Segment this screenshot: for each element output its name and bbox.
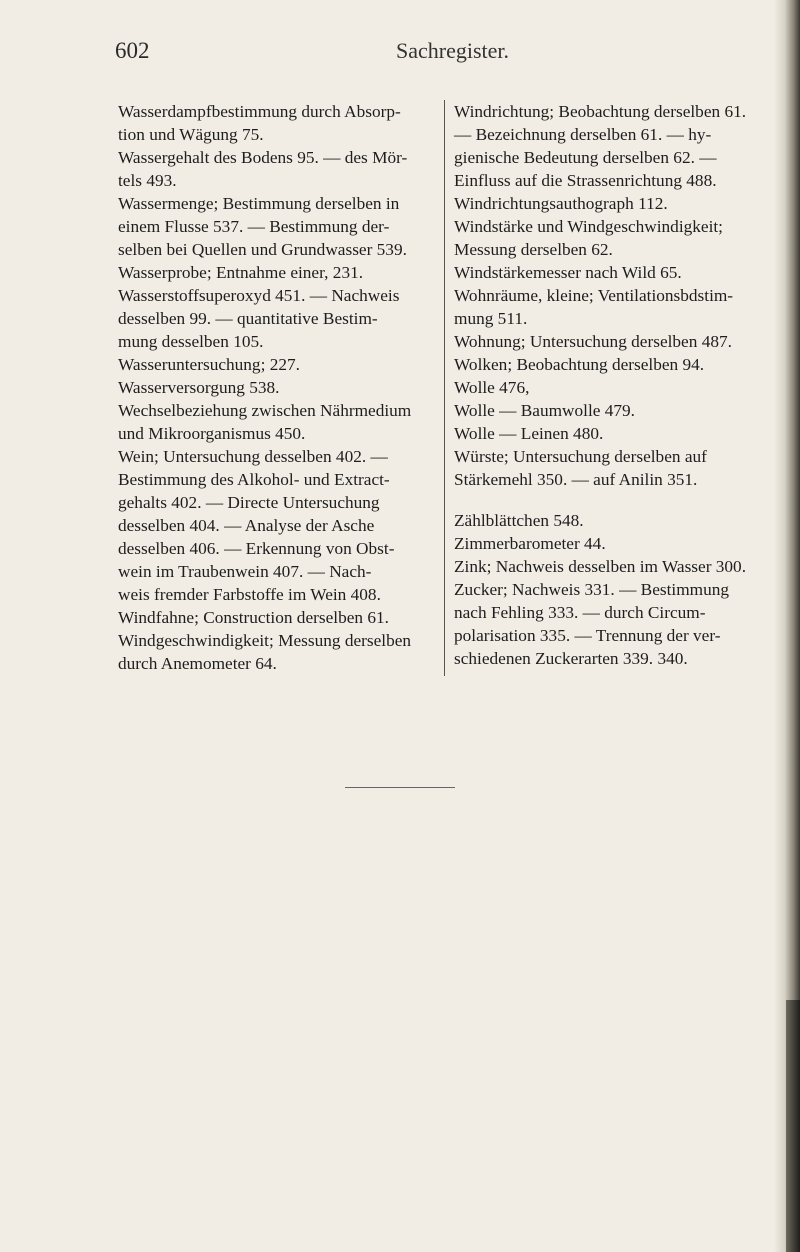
index-line: gienische Bedeutung derselben 62. — <box>454 148 717 167</box>
end-rule <box>345 787 455 788</box>
index-line: Windgeschwindigkeit; Messung derselben <box>118 631 412 650</box>
index-line: tion und Wägung 75. <box>118 125 264 144</box>
index-line: Wohnung; Untersuchung derselben 487. <box>454 332 732 351</box>
index-line: gehalts 402. — Directe Untersuchung <box>118 493 380 512</box>
index-line: nach Fehling 333. — durch Circum- <box>454 603 706 622</box>
index-line: Windstärkemesser nach Wild 65. <box>454 263 682 282</box>
header-title: Sachregister. <box>396 38 510 63</box>
index-line: schiedenen Zuckerarten 339. 340. <box>454 649 688 668</box>
index-line: Zink; Nachweis desselben im Wasser 300. <box>454 557 747 576</box>
index-line: Zimmerbarometer 44. <box>454 534 606 553</box>
index-line: selben bei Quellen und Grundwasser 539. <box>118 240 407 259</box>
index-line: desselben 99. — quantitative Bestim- <box>118 309 378 328</box>
index-line: Wolle 476, <box>454 378 530 397</box>
index-line: einem Flusse 537. — Bestimmung der- <box>118 217 390 236</box>
index-line: Windfahne; Construction derselben 61. <box>118 608 389 627</box>
index-line: Wolken; Beobachtung derselben 94. <box>454 355 705 374</box>
index-line: Stärkemehl 350. — auf Anilin 351. <box>454 470 698 489</box>
index-line: mung 511. <box>454 309 528 328</box>
right-column <box>454 100 772 670</box>
index-line: desselben 406. — Erkennung von Obst- <box>118 539 395 558</box>
index-line: Einfluss auf die Strassenrichtung 488. <box>454 171 717 190</box>
index-line: Messung derselben 62. <box>454 240 613 259</box>
left-column <box>118 100 440 675</box>
index-line: Wasserversorgung 538. <box>118 378 280 397</box>
index-line: und Mikroorganismus 450. <box>118 424 306 443</box>
running-head <box>0 38 800 68</box>
index-line: Wasserdampfbestimmung durch Absorp- <box>118 102 401 121</box>
index-line: Zucker; Nachweis 331. — Bestimmung <box>454 580 730 599</box>
page-edge-dark <box>786 1000 800 1252</box>
index-line: durch Anemometer 64. <box>118 654 277 673</box>
index-line: Wolle — Baumwolle 479. <box>454 401 635 420</box>
index-line: Wasseruntersuchung; 227. <box>118 355 300 374</box>
index-line: weis fremder Farbstoffe im Wein 408. <box>118 585 381 604</box>
index-line: Würste; Untersuchung derselben auf <box>454 447 707 466</box>
index-line: Wolle — Leinen 480. <box>454 424 604 443</box>
index-line: Wasserprobe; Entnahme einer, 231. <box>118 263 364 282</box>
index-line: mung desselben 105. <box>118 332 264 351</box>
index-line: Wein; Untersuchung desselben 402. — <box>118 447 388 466</box>
index-line: Wechselbeziehung zwischen Nährmedium <box>118 401 412 420</box>
index-line: Windrichtungsauthograph 112. <box>454 194 668 213</box>
index-line: polarisation 335. — Trennung der ver- <box>454 626 721 645</box>
index-line: Windrichtung; Beobachtung derselben 61. <box>454 102 747 121</box>
column-divider <box>444 100 445 676</box>
index-line: Windstärke und Windgeschwindigkeit; <box>454 217 723 236</box>
page-number: 602 <box>115 38 150 63</box>
letter-section-gap <box>454 491 772 509</box>
index-line: Wassermenge; Bestimmung derselben in <box>118 194 400 213</box>
index-line: Wassergehalt des Bodens 95. — des Mör- <box>118 148 408 167</box>
index-line: — Bezeichnung derselben 61. — hy- <box>454 125 712 144</box>
index-line: Wasserstoffsuperoxyd 451. — Nachweis <box>118 286 400 305</box>
index-line: Zählblättchen 548. <box>454 511 584 530</box>
index-line: Bestimmung des Alkohol- und Extract- <box>118 470 390 489</box>
index-line: tels 493. <box>118 171 177 190</box>
index-line: Wohnräume, kleine; Ventilationsbdstim- <box>454 286 734 305</box>
index-line: desselben 404. — Analyse der Asche <box>118 516 375 535</box>
index-line: wein im Traubenwein 407. — Nach- <box>118 562 372 581</box>
